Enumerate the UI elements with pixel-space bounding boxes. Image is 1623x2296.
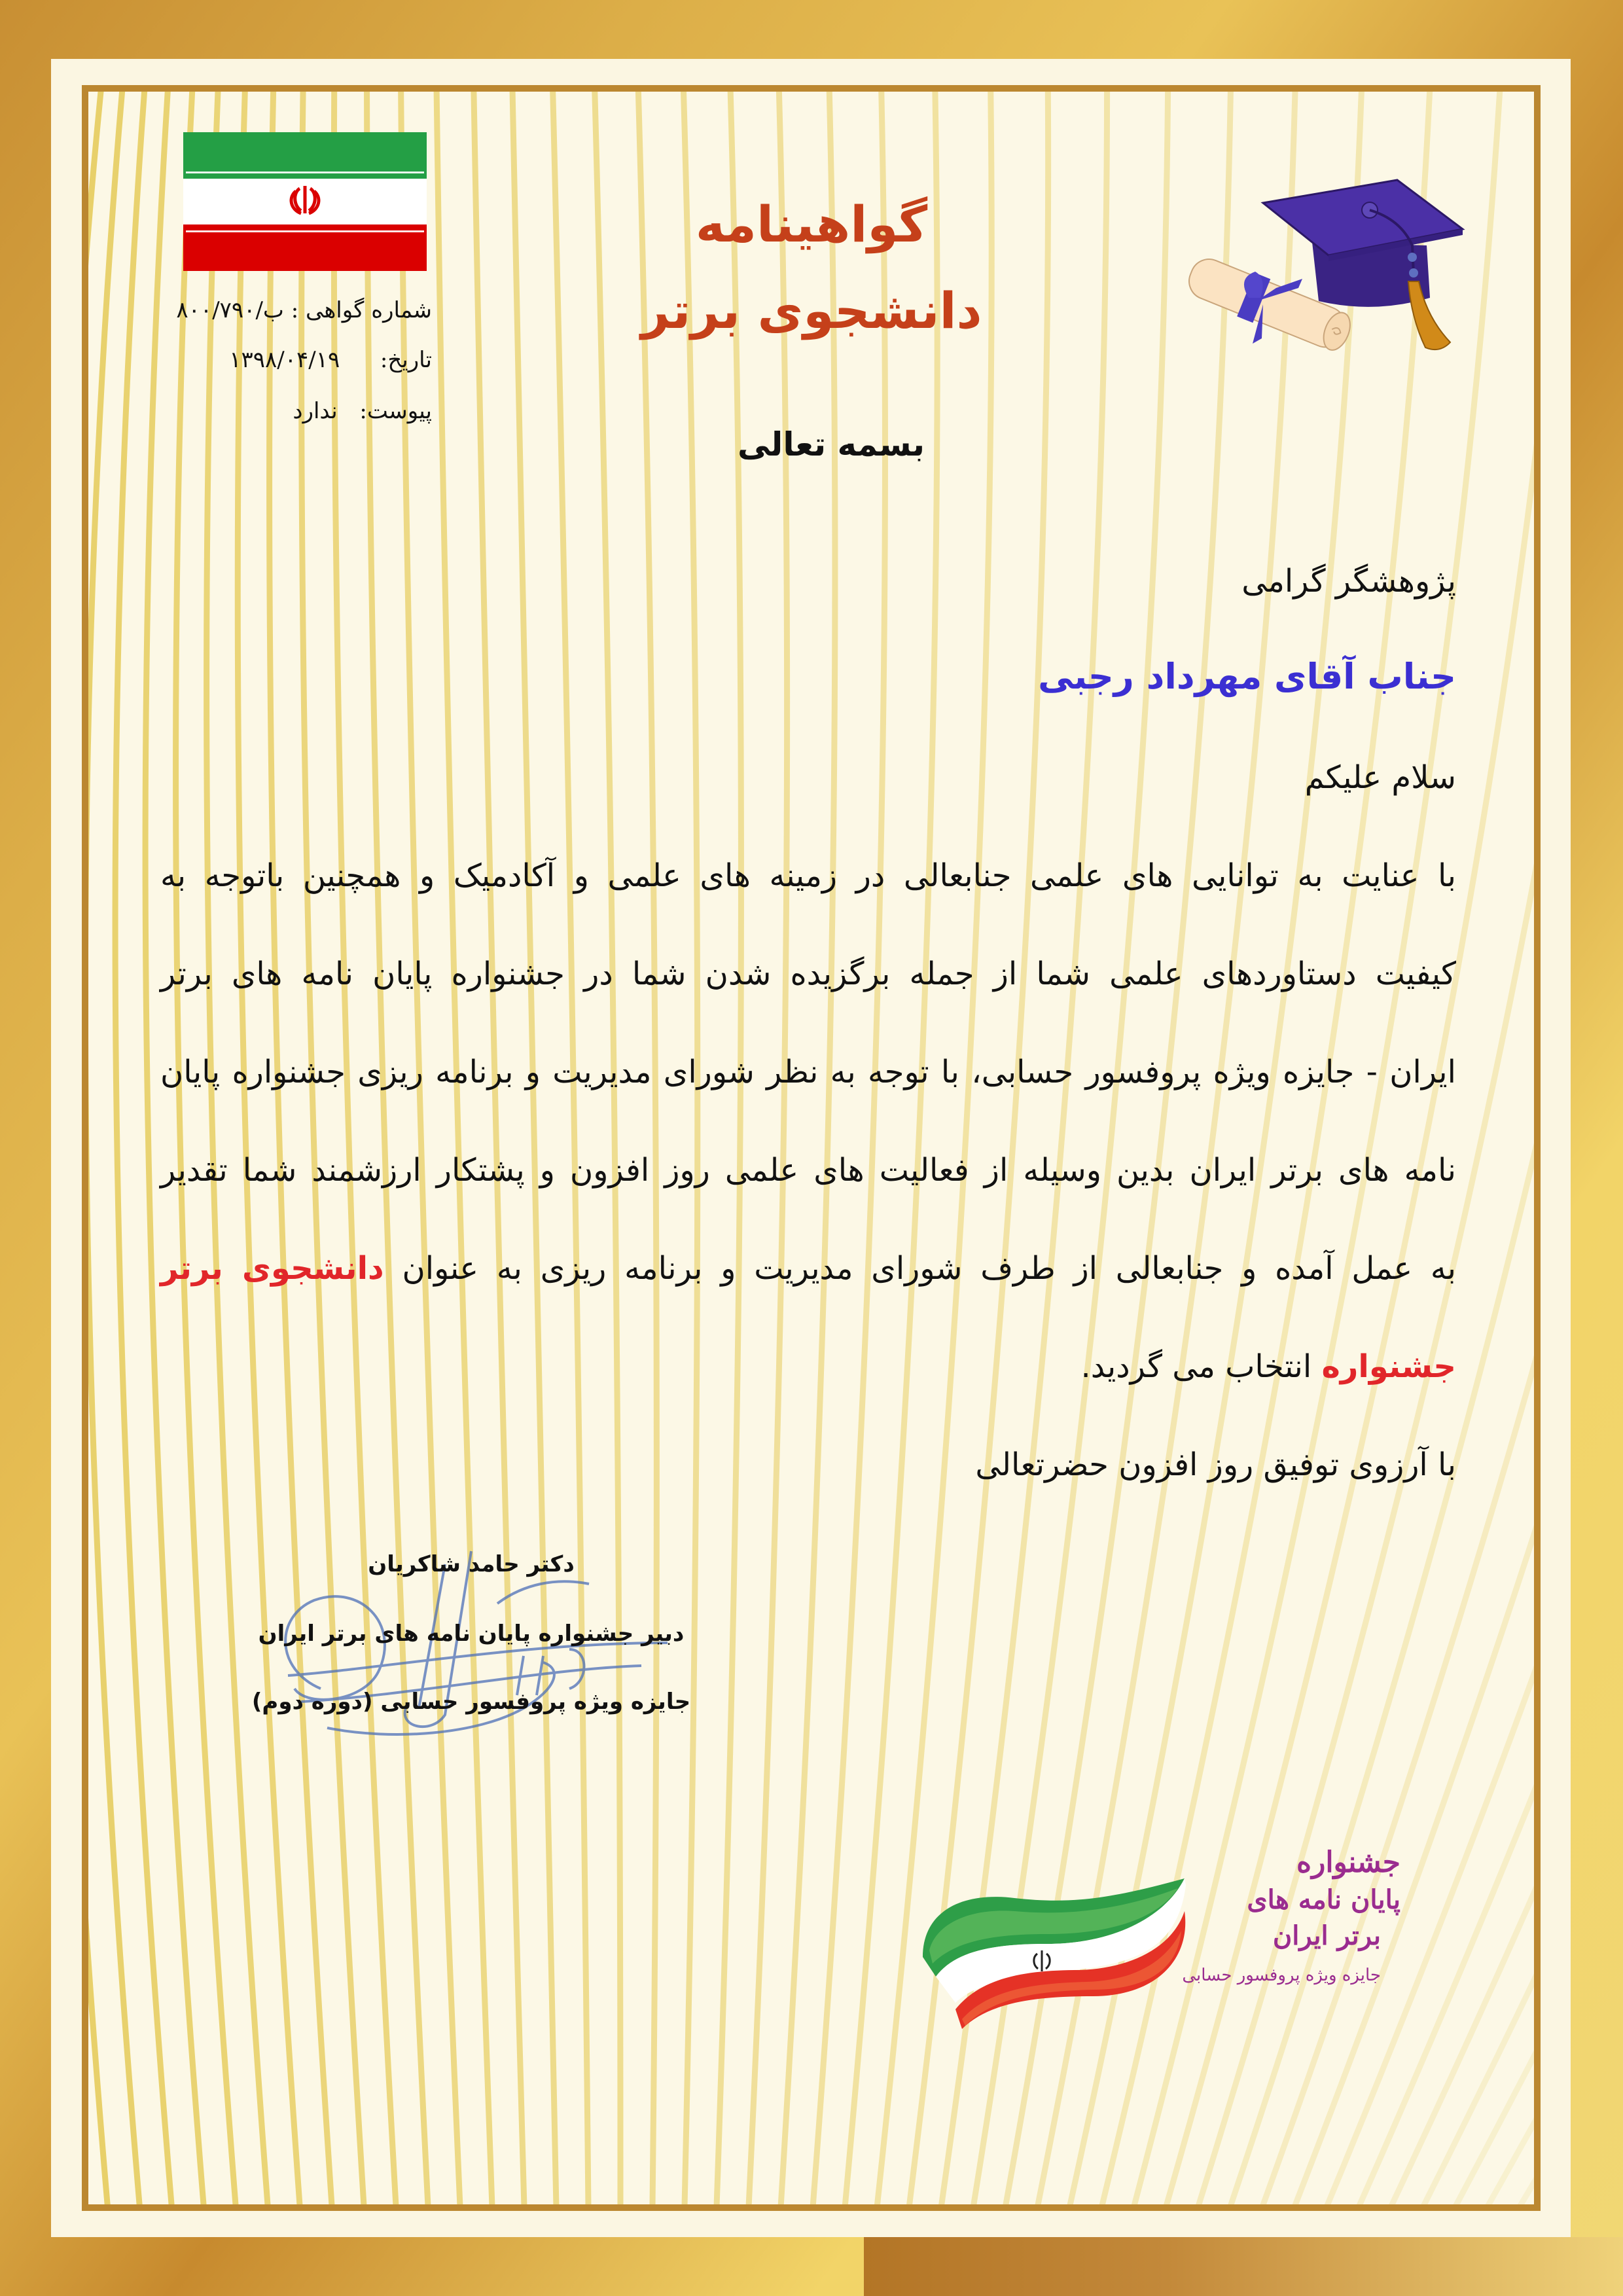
logo-line-4: جایزه ویژه پروفسور حسابی <box>1182 1965 1381 1985</box>
certificate-date <box>229 347 432 373</box>
certificate-number-label: شماره گواهی : <box>291 297 432 323</box>
certificate-title-line2: دانشجوی برتر <box>641 281 982 340</box>
date-label: تاریخ: <box>380 347 432 373</box>
body-line-6 <box>1080 1348 1456 1385</box>
closing-wish: با آرزوی توفیق روز افزون حضرتعالی <box>975 1446 1456 1483</box>
logo-line-3: برتر ایران <box>1272 1920 1381 1951</box>
signatory-name: دکتر حامد شاکریان <box>368 1551 575 1577</box>
graduation-cap-diploma-icon <box>1165 167 1466 363</box>
signatory-award: جایزه ویژه پروفسور حسابی (دوره دوم) <box>251 1689 691 1715</box>
highlight-top-student: دانشجوی برتر <box>160 1250 384 1287</box>
iran-flag-icon <box>183 132 427 271</box>
attachment-value: ندارد <box>293 398 338 424</box>
recipient-name: جناب آقای مهرداد رجبی <box>1038 656 1456 697</box>
date-value: ۱۳۹۸/۰۴/۱۹ <box>229 347 340 373</box>
signatory-role: دبیر جشنواره پایان نامه های برتر ایران <box>258 1621 685 1647</box>
attachment-label: پیوست: <box>359 398 432 424</box>
logo-line-1: جشنواره <box>1296 1846 1400 1879</box>
body-line-6-text: انتخاب می گردید. <box>1080 1348 1312 1385</box>
invocation: بسمه تعالی <box>737 425 925 463</box>
body-line-5 <box>160 1250 1456 1287</box>
festival-logo-text <box>1182 1846 1400 2055</box>
certificate-attachment <box>293 398 432 424</box>
certificate-title-line1: گواهینامه <box>695 195 928 253</box>
certificate-number-value: ب/۸۰۰/۷۹۰ <box>176 297 284 323</box>
greeting: سلام علیکم <box>1304 759 1456 796</box>
highlight-festival: جشنواره <box>1321 1348 1456 1385</box>
body-line-5-text: به عمل آمده و جنابعالی از طرف شورای مدیریت و برنامه ریزی به عنوان <box>402 1250 1457 1287</box>
festival-wave-flag-logo-icon <box>916 1872 1191 2036</box>
logo-line-2: پایان نامه های <box>1247 1884 1400 1915</box>
body-line-3: ایران - جایزه ویژه پروفسور حسابی، با توجه به نظر شورای مدیریت و برنامه ریزی جشنواره پایان <box>160 1054 1456 1090</box>
salutation: پژوهشگر گرامی <box>1241 563 1456 600</box>
body-line-4: نامه های برتر ایران بدین وسیله از فعالیت های علمی روز افزون و پشتکار ارزشمند شما تقدیر <box>160 1152 1456 1189</box>
certificate-number <box>176 297 432 323</box>
body-line-1: با عنایت به توانایی های علمی جنابعالی در زمینه های علمی و آکادمیک و همچنین باتوجه به <box>160 857 1456 894</box>
body-line-2: کیفیت دستاوردهای علمی شما از جمله برگزیده شدن شما در جشنواره پایان نامه های برتر <box>160 956 1456 992</box>
